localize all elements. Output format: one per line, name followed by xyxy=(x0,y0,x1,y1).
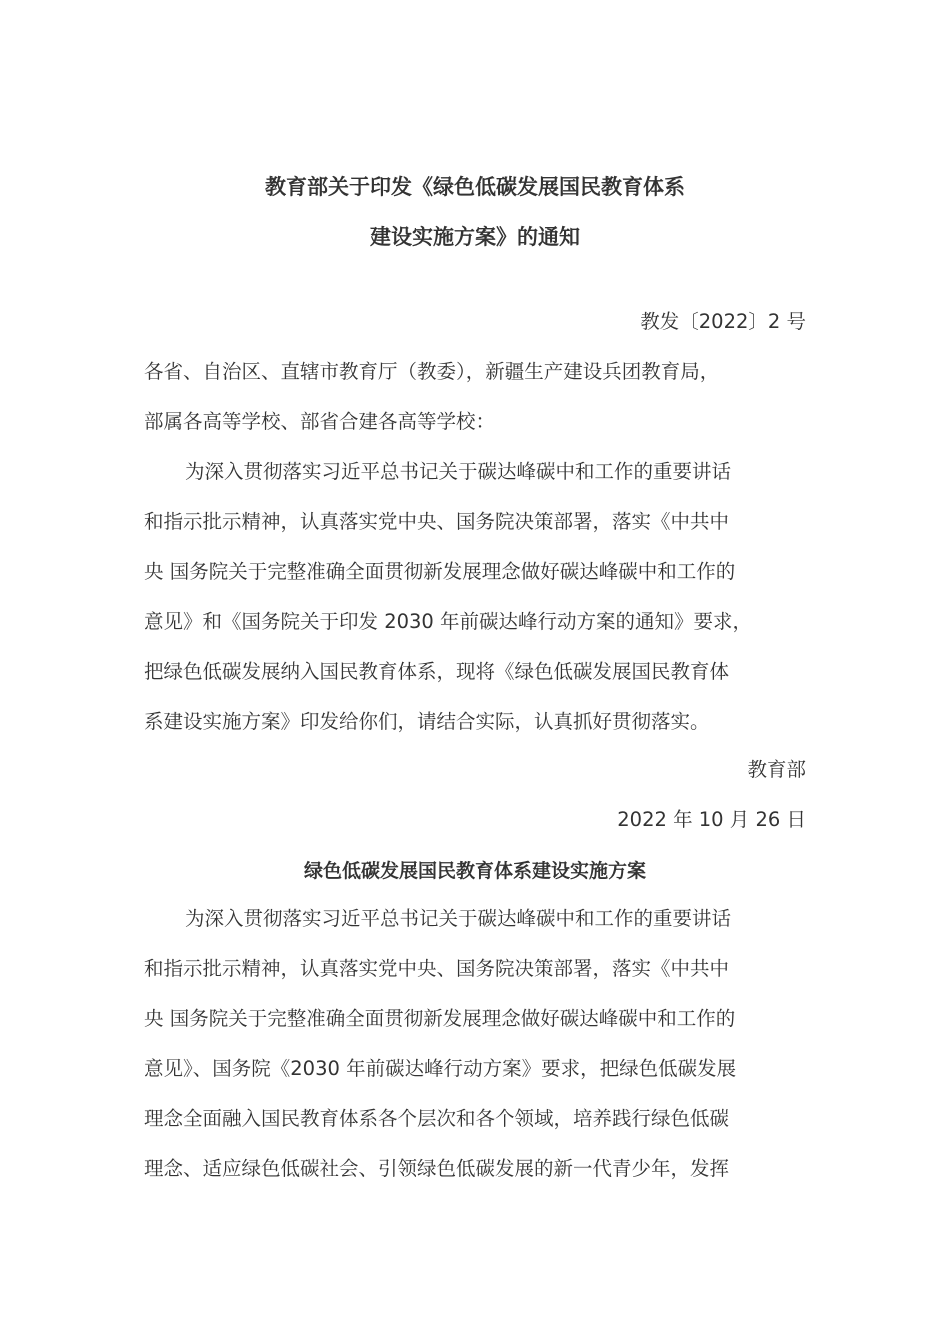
paragraph-line: 和指示批示精神，认真落实党中央、国务院决策部署，落实《中共中 xyxy=(144,510,730,533)
document-title-line-2: 建设实施方案》的通知 xyxy=(370,225,580,249)
paragraph-line: 意见》和《国务院关于印发 2030 年前碳达峰行动方案的通知》要求， xyxy=(144,610,753,633)
paragraph-line: 和指示批示精神，认真落实党中央、国务院决策部署，落实《中共中 xyxy=(144,957,730,980)
salutation-line: 部属各高等学校、部省合建各高等学校： xyxy=(144,410,496,433)
paragraph-line: 央 国务院关于完整准确全面贯彻新发展理念做好碳达峰碳中和工作的 xyxy=(144,560,736,583)
paragraph-line: 理念、适应绿色低碳社会、引领绿色低碳发展的新一代青少年，发挥 xyxy=(144,1157,730,1180)
paragraph-line: 把绿色低碳发展纳入国民教育体系，现将《绿色低碳发展国民教育体 xyxy=(144,660,730,683)
signature-date: 2022 年 10 月 26 日 xyxy=(617,808,806,831)
signature-organization: 教育部 xyxy=(747,758,806,781)
plan-body-paragraph xyxy=(144,894,806,1194)
paragraph-line: 央 国务院关于完整准确全面贯彻新发展理念做好碳达峰碳中和工作的 xyxy=(144,1007,736,1030)
paragraph-line: 为深入贯彻落实习近平总书记关于碳达峰碳中和工作的重要讲话 xyxy=(185,907,732,930)
paragraph-line: 理念全面融入国民教育体系各个层次和各个领域，培养践行绿色低碳 xyxy=(144,1107,730,1130)
salutation-line: 各省、自治区、直辖市教育厅（教委），新疆生产建设兵团教育局， xyxy=(144,360,720,383)
plan-title: 绿色低碳发展国民教育体系建设实施方案 xyxy=(303,860,646,882)
document-title-line-1: 教育部关于印发《绿色低碳发展国民教育体系 xyxy=(265,175,685,199)
paragraph-line: 意见》、国务院《2030 年前碳达峰行动方案》要求，把绿色低碳发展 xyxy=(144,1057,737,1080)
salutation xyxy=(144,347,806,447)
paragraph-line: 系建设实施方案》印发给你们，请结合实际，认真抓好贯彻落实。 xyxy=(144,710,710,733)
document-number: 教发〔2022〕2 号 xyxy=(640,310,806,333)
paragraph-line: 为深入贯彻落实习近平总书记关于碳达峰碳中和工作的重要讲话 xyxy=(185,460,732,483)
notice-body-paragraph xyxy=(144,447,806,747)
